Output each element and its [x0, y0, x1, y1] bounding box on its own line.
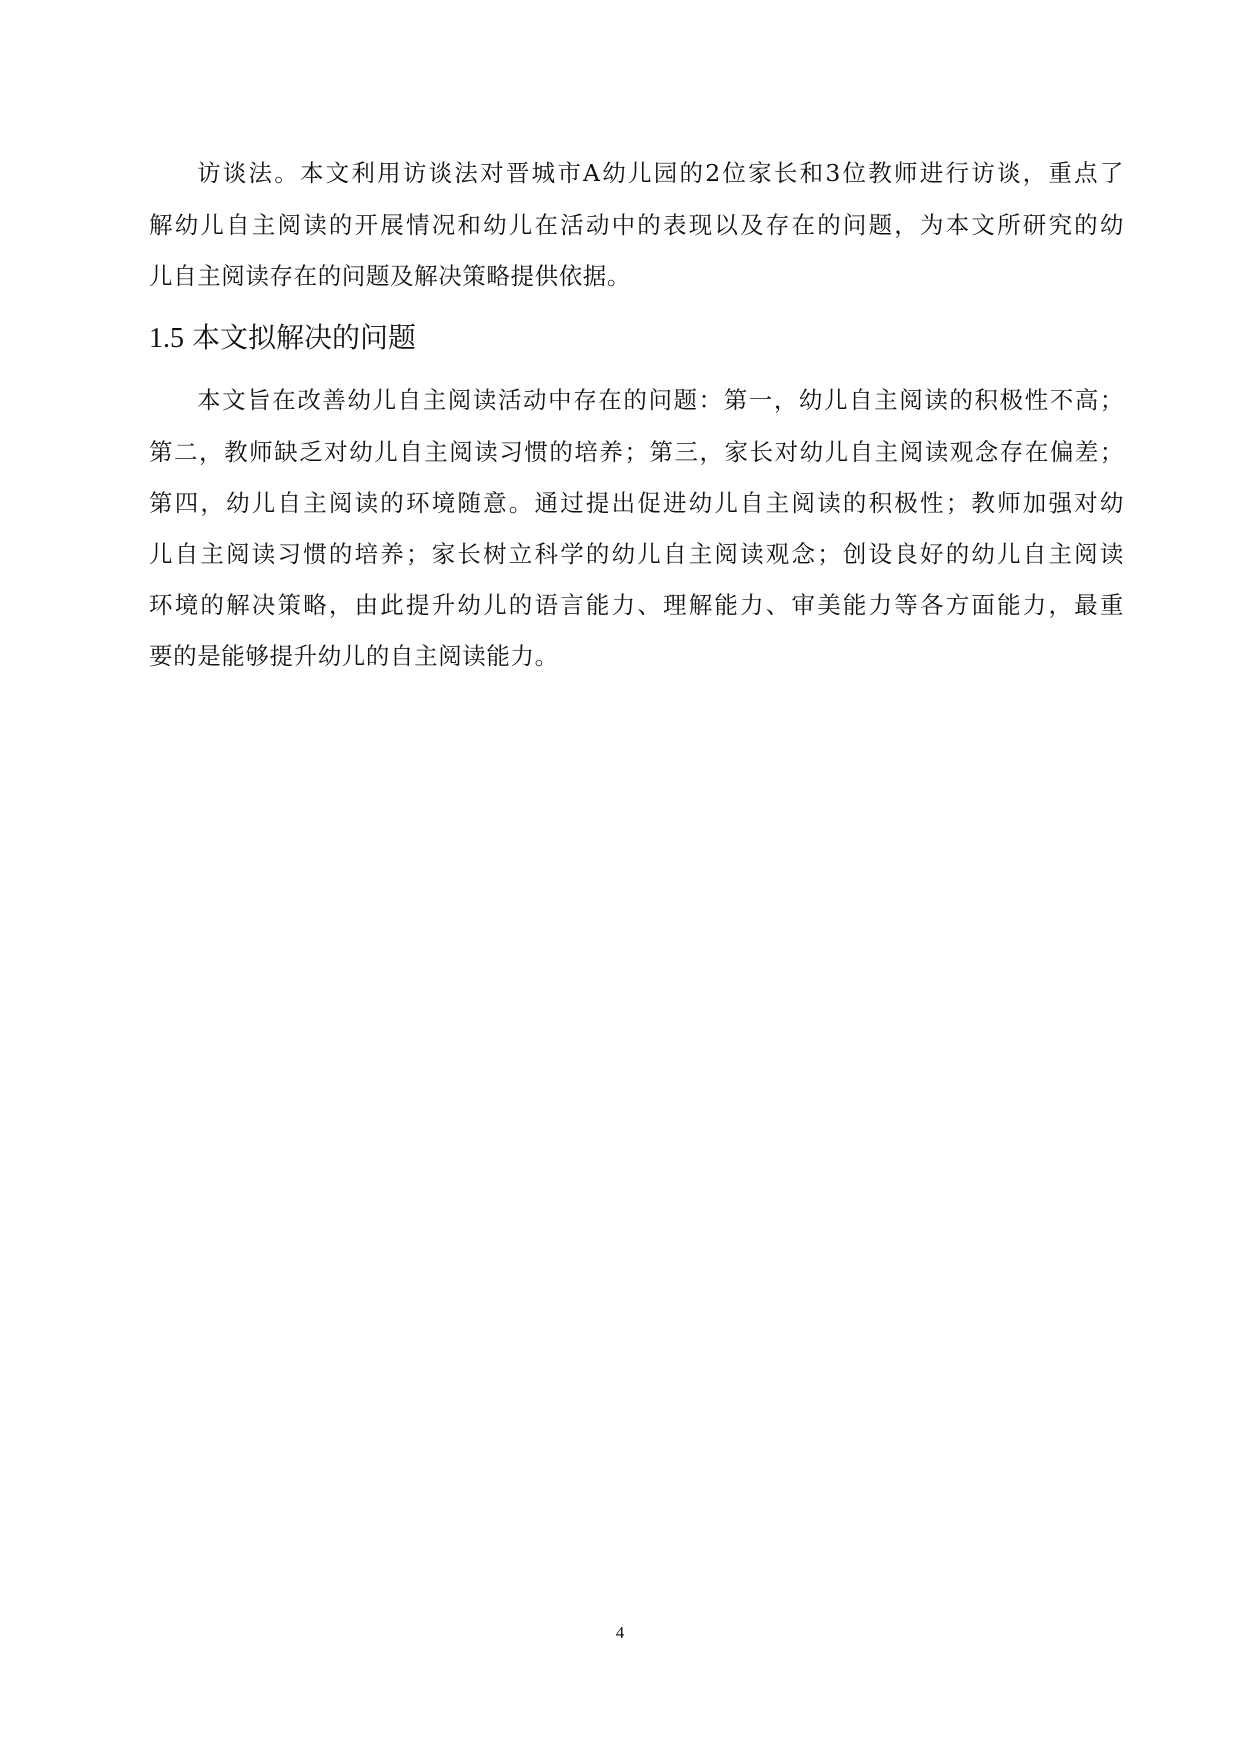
page-number: 4 — [615, 1623, 625, 1642]
paragraph-line: 本文旨在改善幼儿自主阅读活动中存在的问题：第一，幼儿自主阅读的积极性不高； — [197, 386, 1124, 414]
paragraph-line: 要的是能够提升幼儿的自主阅读能力。 — [149, 642, 559, 670]
paragraph-line: 解幼儿自主阅读的开展情况和幼儿在活动中的表现以及存在的问题，为本文所研究的幼 — [149, 211, 1124, 239]
section-heading — [149, 318, 416, 359]
paragraph-line: 儿自主阅读习惯的培养；家长树立科学的幼儿自主阅读观念；创设良好的幼儿自主阅读 — [149, 540, 1124, 568]
paragraph-line: 第四，幼儿自主阅读的环境随意。通过提出促进幼儿自主阅读的积极性；教师加强对幼 — [149, 489, 1124, 517]
paragraph-line: 第二，教师缺乏对幼儿自主阅读习惯的培养；第三，家长对幼儿自主阅读观念存在偏差； — [149, 438, 1124, 466]
paragraph-line: 访谈法。本文利用访谈法对晋城市A幼儿园的2位家长和3位教师进行访谈，重点了 — [197, 159, 1124, 187]
section-number: 1.5 — [149, 323, 184, 354]
paragraph-line: 儿自主阅读存在的问题及解决策略提供依据。 — [149, 262, 631, 290]
section-title: 本文拟解决的问题 — [192, 321, 417, 354]
paragraph-line: 环境的解决策略，由此提升幼儿的语言能力、理解能力、审美能力等各方面能力，最重 — [149, 591, 1124, 619]
